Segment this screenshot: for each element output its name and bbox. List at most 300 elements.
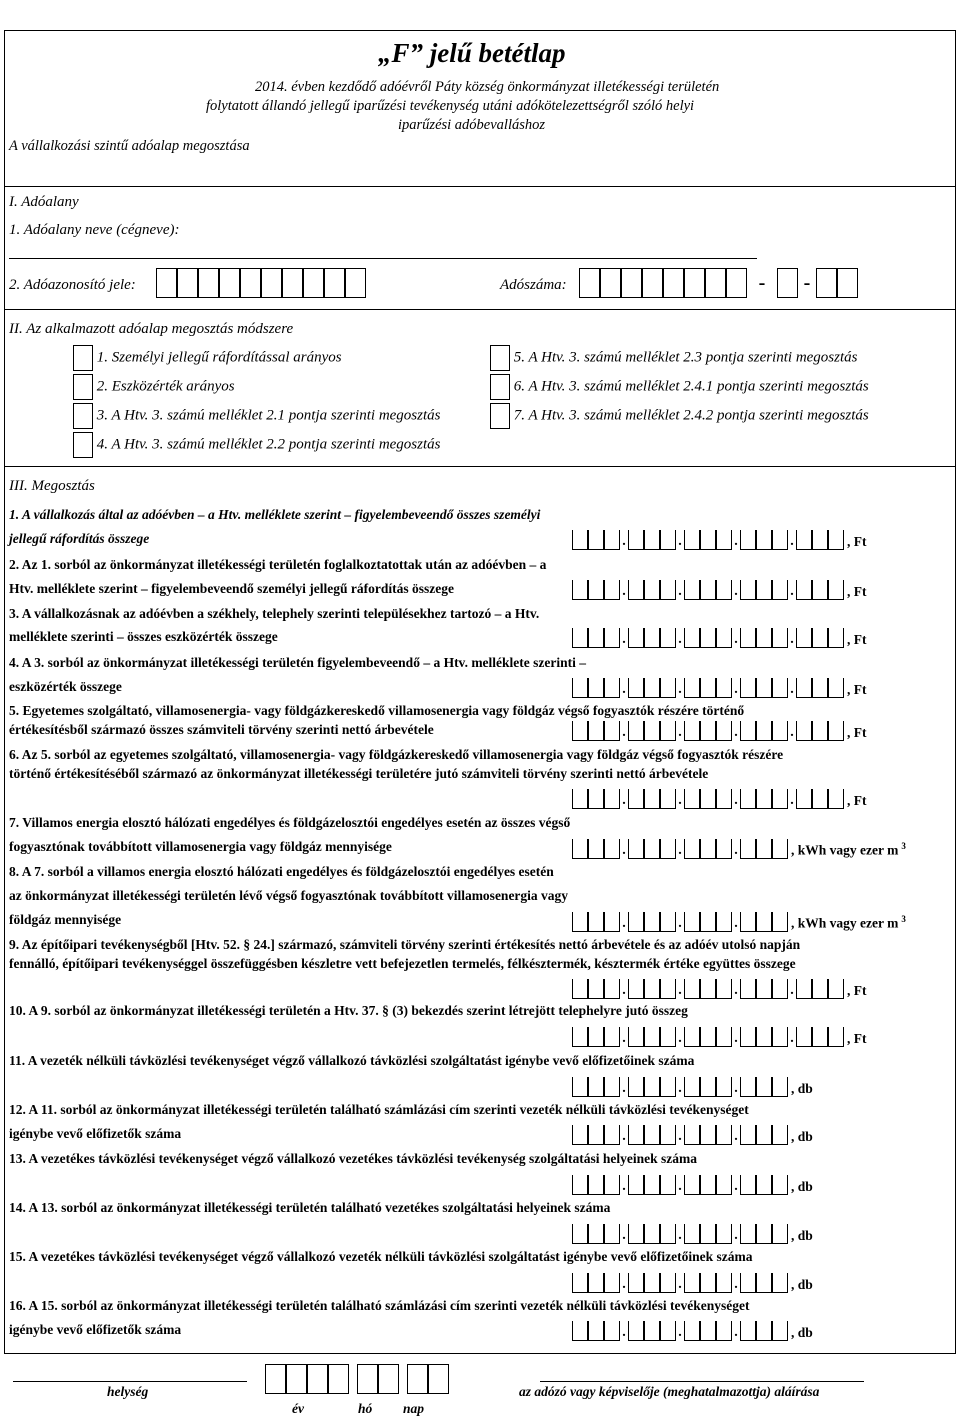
checkbox[interactable] xyxy=(73,374,93,400)
digit-cell[interactable] xyxy=(628,580,644,600)
digit-cell[interactable] xyxy=(660,839,676,859)
digit-cell[interactable] xyxy=(772,789,788,809)
digit-cell[interactable] xyxy=(628,1273,644,1293)
digit-cell[interactable] xyxy=(684,580,700,600)
row-3-amount[interactable] xyxy=(572,628,867,648)
digit-cell[interactable] xyxy=(700,1224,716,1244)
digit-cell[interactable] xyxy=(588,580,604,600)
digit-cell[interactable] xyxy=(604,1224,620,1244)
digit-cell[interactable] xyxy=(700,1077,716,1097)
digit-cell[interactable] xyxy=(828,721,844,741)
section3-heading: III. Megosztás xyxy=(9,478,95,494)
row-12-amount[interactable] xyxy=(572,1125,813,1145)
digit-cell[interactable] xyxy=(700,1027,716,1047)
digit-cell[interactable] xyxy=(628,721,644,741)
digit-cell[interactable] xyxy=(796,628,812,648)
separator-dot: . xyxy=(790,682,794,697)
digit-cell[interactable] xyxy=(588,530,604,550)
digit-cell[interactable] xyxy=(716,1027,732,1047)
digit-cell[interactable] xyxy=(588,678,604,698)
digit-cell[interactable] xyxy=(812,979,828,999)
digit-cell[interactable] xyxy=(660,1321,676,1341)
digit-cell[interactable] xyxy=(740,1321,756,1341)
digit-cell[interactable] xyxy=(572,1175,588,1195)
digit-cell[interactable] xyxy=(660,1273,676,1293)
digit-cell[interactable] xyxy=(756,1224,772,1244)
option-3[interactable]: 3. A Htv. 3. számú melléklet 2.1 pontja szerinti megosztás xyxy=(73,403,440,429)
digit-cell[interactable] xyxy=(604,721,620,741)
digit-cell[interactable] xyxy=(684,1027,700,1047)
taxid-label: 2. Adóazonosító jele: xyxy=(9,277,136,293)
digit-cell[interactable] xyxy=(660,580,676,600)
digit-cell[interactable] xyxy=(828,1027,844,1047)
digit-cell[interactable] xyxy=(812,678,828,698)
row-13-line: 13. A vezetékes távközlési tevékenységet végző vállalkozó vezetékes távközlési tevékenység szolgáltatási helyeinek száma xyxy=(9,1151,697,1166)
digit-cell[interactable] xyxy=(628,1125,644,1145)
row-7-line-b: fogyasztónak továbbított villamosenergia vagy földgáz mennyisége xyxy=(9,839,392,854)
row-16-amount[interactable] xyxy=(572,1321,813,1341)
digit-cell[interactable] xyxy=(684,1273,700,1293)
row-4-line-b: eszközérték összege xyxy=(9,679,122,694)
digit-cell[interactable] xyxy=(756,912,772,932)
digit-cell[interactable] xyxy=(716,580,732,600)
digit-cell[interactable] xyxy=(812,721,828,741)
digit-cell[interactable] xyxy=(828,530,844,550)
checkbox[interactable] xyxy=(490,374,510,400)
digit-cell[interactable] xyxy=(588,1077,604,1097)
digit-cell[interactable] xyxy=(756,628,772,648)
row-6-amount[interactable] xyxy=(572,789,867,809)
digit-cell[interactable] xyxy=(772,1175,788,1195)
digit-cell[interactable] xyxy=(684,839,700,859)
digit-cell[interactable] xyxy=(572,839,588,859)
digit-cell[interactable] xyxy=(684,628,700,648)
digit-cell[interactable] xyxy=(700,530,716,550)
digit-cell[interactable] xyxy=(604,1321,620,1341)
digit-cell[interactable] xyxy=(628,678,644,698)
digit-cell[interactable] xyxy=(772,628,788,648)
row-1-line-a: 1. A vállalkozás által az adóévben – a Htv. melléklete szerint – figyelembeveendő összes személyi xyxy=(9,507,541,522)
separator-dot: . xyxy=(678,793,682,808)
digit-cell[interactable] xyxy=(572,1077,588,1097)
digit-cell[interactable] xyxy=(628,628,644,648)
digit-cell[interactable] xyxy=(628,530,644,550)
digit-cell[interactable] xyxy=(660,789,676,809)
digit-cell[interactable] xyxy=(572,530,588,550)
unit-label: , Ft xyxy=(847,793,867,808)
row-1-line-b: jellegű ráfordítás összege xyxy=(9,531,150,546)
digit-cell[interactable] xyxy=(700,628,716,648)
digit-cell[interactable] xyxy=(684,1125,700,1145)
digit-cell[interactable] xyxy=(644,678,660,698)
row-15-amount[interactable] xyxy=(572,1273,813,1293)
digit-cell[interactable] xyxy=(740,1027,756,1047)
unit-label: , db xyxy=(791,1277,813,1292)
digit-cell[interactable] xyxy=(756,678,772,698)
digit-cell[interactable] xyxy=(740,1077,756,1097)
taxnum-label: Adószáma: xyxy=(500,277,567,293)
digit-cell[interactable] xyxy=(572,721,588,741)
digit-cell[interactable] xyxy=(828,628,844,648)
digit-cell[interactable] xyxy=(628,839,644,859)
digit-cell[interactable] xyxy=(772,1077,788,1097)
digit-cell[interactable] xyxy=(756,1077,772,1097)
digit-cell[interactable] xyxy=(700,580,716,600)
checkbox[interactable] xyxy=(490,403,510,429)
row-4-amount[interactable] xyxy=(572,678,867,698)
digit-cell[interactable] xyxy=(660,721,676,741)
digit-cell[interactable] xyxy=(772,721,788,741)
digit-cell[interactable] xyxy=(812,628,828,648)
date-input[interactable] xyxy=(265,1364,449,1394)
digit-cell[interactable] xyxy=(628,979,644,999)
digit-cell[interactable] xyxy=(660,979,676,999)
digit-cell[interactable] xyxy=(716,912,732,932)
digit-cell[interactable] xyxy=(660,1077,676,1097)
digit-cell[interactable] xyxy=(812,1027,828,1047)
separator-dot: . xyxy=(678,842,682,858)
separator-dot: . xyxy=(622,983,626,998)
digit-cell[interactable] xyxy=(828,678,844,698)
row-11-amount[interactable] xyxy=(572,1077,813,1097)
digit-cell[interactable] xyxy=(660,912,676,932)
digit-cell[interactable] xyxy=(812,789,828,809)
digit-cell[interactable] xyxy=(756,1321,772,1341)
digit-cell[interactable] xyxy=(588,1321,604,1341)
digit-cell[interactable] xyxy=(572,789,588,809)
separator-dot: . xyxy=(622,1129,626,1144)
unit-label: , Ft xyxy=(847,983,867,998)
unit-label: , Ft xyxy=(847,534,867,549)
digit-cell[interactable] xyxy=(796,530,812,550)
digit-cell[interactable] xyxy=(628,1321,644,1341)
digit-cell[interactable] xyxy=(660,530,676,550)
row-10-amount[interactable] xyxy=(572,1027,867,1047)
row-1-amount[interactable] xyxy=(572,530,867,550)
row-14-amount[interactable] xyxy=(572,1224,813,1244)
digit-cell[interactable] xyxy=(660,1027,676,1047)
digit-cell[interactable] xyxy=(756,1273,772,1293)
row-9-amount[interactable] xyxy=(572,979,867,999)
separator-dot: . xyxy=(734,915,738,931)
digit-cell[interactable] xyxy=(716,1125,732,1145)
digit-cell[interactable] xyxy=(772,912,788,932)
digit-cell[interactable] xyxy=(740,628,756,648)
digit-cell[interactable] xyxy=(588,1027,604,1047)
digit-cell[interactable] xyxy=(772,1224,788,1244)
option-2[interactable]: 2. Eszközérték arányos xyxy=(73,374,235,400)
digit-cell[interactable] xyxy=(644,1273,660,1293)
separator-dot: . xyxy=(678,1228,682,1243)
digit-cell[interactable] xyxy=(740,530,756,550)
taxid-input[interactable] xyxy=(156,268,366,298)
digit-cell[interactable] xyxy=(588,979,604,999)
digit-cell[interactable] xyxy=(812,580,828,600)
digit-cell[interactable] xyxy=(588,1175,604,1195)
digit-cell[interactable] xyxy=(572,979,588,999)
digit-cell[interactable] xyxy=(772,979,788,999)
digit-cell[interactable] xyxy=(628,912,644,932)
separator-dot: . xyxy=(790,632,794,647)
digit-cell[interactable] xyxy=(796,721,812,741)
row-4-line-a: 4. A 3. sorból az önkormányzat illetékességi területén figyelembeveendő – a Htv. melléklete szerinti – xyxy=(9,655,587,670)
digit-cell[interactable] xyxy=(684,789,700,809)
header-left-caption: A vállalkozási szintű adóalap megosztása xyxy=(9,138,250,154)
separator-dot: . xyxy=(622,1179,626,1194)
digit-cell[interactable] xyxy=(700,678,716,698)
digit-cell[interactable] xyxy=(740,1224,756,1244)
digit-cell[interactable] xyxy=(644,1027,660,1047)
signature-input-line[interactable] xyxy=(540,1381,864,1382)
place-input-line[interactable] xyxy=(13,1381,247,1382)
digit-cell[interactable] xyxy=(588,1224,604,1244)
row-12-line-a: 12. A 11. sorból az önkormányzat illetékességi területén található számlázási cím szerinti vezeték nélküli távközlési tevékenységet xyxy=(9,1102,749,1117)
row-2-line-a: 2. Az 1. sorból az önkormányzat illetékességi területén foglalkoztatottak után az adóévben – a xyxy=(9,557,547,572)
digit-cell[interactable] xyxy=(828,979,844,999)
digit-cell[interactable] xyxy=(772,580,788,600)
digit-cell[interactable] xyxy=(588,789,604,809)
digit-cell[interactable] xyxy=(588,1273,604,1293)
unit-label: , kWh vagy ezer m $^3$ xyxy=(791,841,906,858)
digit-cell[interactable] xyxy=(772,839,788,859)
digit-cell[interactable] xyxy=(700,912,716,932)
digit-cell[interactable] xyxy=(700,1273,716,1293)
row-2-amount[interactable] xyxy=(572,580,867,600)
digit-cell[interactable] xyxy=(660,1224,676,1244)
option-4[interactable]: 4. A Htv. 3. számú melléklet 2.2 pontja szerinti megosztás xyxy=(73,432,440,458)
digit-cell[interactable] xyxy=(604,1125,620,1145)
digit-cell[interactable] xyxy=(772,1321,788,1341)
digit-cell[interactable] xyxy=(572,678,588,698)
digit-cell[interactable] xyxy=(604,1027,620,1047)
digit-cell[interactable] xyxy=(660,1125,676,1145)
unit-label: , Ft xyxy=(847,584,867,599)
digit-cell[interactable] xyxy=(684,1224,700,1244)
digit-cell[interactable] xyxy=(644,789,660,809)
digit-cell[interactable] xyxy=(796,678,812,698)
digit-cell[interactable] xyxy=(684,912,700,932)
digit-cell[interactable] xyxy=(756,979,772,999)
digit-cell[interactable] xyxy=(628,1175,644,1195)
digit-cell[interactable] xyxy=(604,912,620,932)
digit-cell[interactable] xyxy=(644,1077,660,1097)
digit-cell[interactable] xyxy=(740,1125,756,1145)
digit-cell[interactable] xyxy=(716,789,732,809)
digit-cell[interactable] xyxy=(572,912,588,932)
digit-cell[interactable] xyxy=(716,678,732,698)
digit-cell[interactable] xyxy=(644,721,660,741)
option-7[interactable]: 7. A Htv. 3. számú melléklet 2.4.2 pontja szerinti megosztás xyxy=(490,403,869,429)
digit-cell[interactable] xyxy=(644,979,660,999)
digit-cell[interactable] xyxy=(644,1175,660,1195)
digit-cell[interactable] xyxy=(604,1175,620,1195)
taxnum-input[interactable]: - - xyxy=(579,268,858,298)
digit-cell[interactable] xyxy=(756,580,772,600)
digit-cell[interactable] xyxy=(604,678,620,698)
digit-cell[interactable] xyxy=(660,628,676,648)
digit-cell[interactable] xyxy=(828,580,844,600)
digit-cell[interactable] xyxy=(644,912,660,932)
row-3-line-a: 3. A vállalkozásnak az adóévben a székhely, telephely szerinti településekhez tartozó – a Htv. xyxy=(9,606,540,621)
digit-cell[interactable] xyxy=(772,1027,788,1047)
digit-cell[interactable] xyxy=(772,530,788,550)
row-5-line-b: értékesítésből származó összes számviteli törvény szerinti nettó árbevétele xyxy=(9,722,434,737)
digit-cell[interactable] xyxy=(740,678,756,698)
digit-cell[interactable] xyxy=(716,1224,732,1244)
digit-cell[interactable] xyxy=(572,1125,588,1145)
unit-label: , db xyxy=(791,1081,813,1096)
separator-dot: . xyxy=(678,632,682,647)
digit-cell[interactable] xyxy=(740,580,756,600)
digit-cell[interactable] xyxy=(628,1224,644,1244)
digit-cell[interactable] xyxy=(716,1273,732,1293)
separator-dot: . xyxy=(622,725,626,740)
digit-cell[interactable] xyxy=(756,789,772,809)
digit-cell[interactable] xyxy=(684,1175,700,1195)
digit-cell[interactable] xyxy=(644,580,660,600)
separator-dot: . xyxy=(678,1325,682,1340)
digit-cell[interactable] xyxy=(740,721,756,741)
digit-cell[interactable] xyxy=(700,1175,716,1195)
digit-cell[interactable] xyxy=(700,721,716,741)
digit-cell[interactable] xyxy=(604,979,620,999)
digit-cell[interactable] xyxy=(740,1273,756,1293)
digit-cell[interactable] xyxy=(740,789,756,809)
digit-cell[interactable] xyxy=(684,979,700,999)
digit-cell[interactable] xyxy=(684,530,700,550)
digit-cell[interactable] xyxy=(796,1027,812,1047)
separator-dot: . xyxy=(734,983,738,998)
digit-cell[interactable] xyxy=(716,530,732,550)
digit-cell[interactable] xyxy=(628,1077,644,1097)
digit-cell[interactable] xyxy=(796,580,812,600)
digit-cell[interactable] xyxy=(828,789,844,809)
digit-cell[interactable] xyxy=(716,628,732,648)
digit-cell[interactable] xyxy=(588,628,604,648)
option-1[interactable]: 1. Személyi jellegű ráfordítással arányos xyxy=(73,345,342,371)
row-5-line-a: 5. Egyetemes szolgáltató, villamosenergia- vagy földgázkereskedő villamosenergia vagy földgáz végső fogyasztók részére történő xyxy=(9,703,745,718)
digit-cell[interactable] xyxy=(572,1027,588,1047)
digit-cell[interactable] xyxy=(588,1125,604,1145)
digit-cell[interactable] xyxy=(660,1175,676,1195)
digit-cell[interactable] xyxy=(684,721,700,741)
digit-cell[interactable] xyxy=(756,839,772,859)
digit-cell[interactable] xyxy=(740,839,756,859)
digit-cell[interactable] xyxy=(644,839,660,859)
digit-cell[interactable] xyxy=(756,530,772,550)
digit-cell[interactable] xyxy=(684,1321,700,1341)
option-6[interactable]: 6. A Htv. 3. számú melléklet 2.4.1 pontja szerinti megosztás xyxy=(490,374,869,400)
digit-cell[interactable] xyxy=(684,678,700,698)
separator-dot: . xyxy=(622,534,626,549)
digit-cell[interactable] xyxy=(644,530,660,550)
digit-cell[interactable] xyxy=(628,789,644,809)
digit-cell[interactable] xyxy=(716,721,732,741)
checkbox[interactable] xyxy=(73,432,93,458)
separator-dot: . xyxy=(622,793,626,808)
digit-cell[interactable] xyxy=(604,530,620,550)
digit-cell[interactable] xyxy=(740,1175,756,1195)
digit-cell[interactable] xyxy=(772,1125,788,1145)
digit-cell[interactable] xyxy=(644,628,660,648)
unit-label: , kWh vagy ezer m $^3$ xyxy=(791,914,906,931)
digit-cell[interactable] xyxy=(740,912,756,932)
digit-cell[interactable] xyxy=(604,580,620,600)
digit-cell[interactable] xyxy=(812,530,828,550)
digit-cell[interactable] xyxy=(716,839,732,859)
row-8-amount[interactable] xyxy=(572,911,906,932)
digit-cell[interactable] xyxy=(700,839,716,859)
separator-dot: . xyxy=(678,1081,682,1096)
row-10-line: 10. A 9. sorból az önkormányzat illetékességi területén a Htv. 37. § (3) bekezdés szerint létrejött telephelyre jutó összeg xyxy=(9,1003,688,1018)
digit-cell[interactable] xyxy=(572,628,588,648)
digit-cell[interactable] xyxy=(660,678,676,698)
checkbox[interactable] xyxy=(73,403,93,429)
digit-cell[interactable] xyxy=(644,1125,660,1145)
separator-dot: . xyxy=(790,793,794,808)
digit-cell[interactable] xyxy=(716,1321,732,1341)
digit-cell[interactable] xyxy=(740,979,756,999)
digit-cell[interactable] xyxy=(756,1027,772,1047)
digit-cell[interactable] xyxy=(796,979,812,999)
digit-cell[interactable] xyxy=(772,1273,788,1293)
digit-cell[interactable] xyxy=(644,1321,660,1341)
row-13-amount[interactable] xyxy=(572,1175,813,1195)
digit-cell[interactable] xyxy=(604,628,620,648)
row-7-amount[interactable] xyxy=(572,838,906,859)
digit-cell[interactable] xyxy=(756,1125,772,1145)
row-7-line-a: 7. Villamos energia elosztó hálózati engedélyes és földgázelosztói engedélyes esetén az összes végső xyxy=(9,815,571,830)
separator-dot: . xyxy=(622,682,626,697)
digit-cell[interactable] xyxy=(684,1077,700,1097)
digit-cell[interactable] xyxy=(628,1027,644,1047)
separator-dot: . xyxy=(678,584,682,599)
digit-cell[interactable] xyxy=(644,1224,660,1244)
digit-cell[interactable] xyxy=(604,839,620,859)
digit-cell[interactable] xyxy=(700,1125,716,1145)
digit-cell[interactable] xyxy=(716,1175,732,1195)
digit-cell[interactable] xyxy=(716,979,732,999)
digit-cell[interactable] xyxy=(588,912,604,932)
digit-cell[interactable] xyxy=(756,721,772,741)
digit-cell[interactable] xyxy=(700,979,716,999)
digit-cell[interactable] xyxy=(700,789,716,809)
digit-cell[interactable] xyxy=(700,1321,716,1341)
digit-cell[interactable] xyxy=(772,678,788,698)
digit-cell[interactable] xyxy=(588,721,604,741)
row-15-line: 15. A vezetékes távközlési tevékenységet végző vállalkozó vezeték nélküli távközlési szolgáltatást igénybe vevő előfizetőinek száma xyxy=(9,1249,753,1264)
digit-cell[interactable] xyxy=(604,1077,620,1097)
digit-cell[interactable] xyxy=(572,580,588,600)
name-input-line[interactable] xyxy=(9,258,757,259)
digit-cell[interactable] xyxy=(572,1321,588,1341)
digit-cell[interactable] xyxy=(588,839,604,859)
row-5-amount[interactable] xyxy=(572,721,867,741)
option-5[interactable]: 5. A Htv. 3. számú melléklet 2.3 pontja szerinti megosztás xyxy=(490,345,857,371)
digit-cell[interactable] xyxy=(756,1175,772,1195)
digit-cell[interactable] xyxy=(572,1224,588,1244)
digit-cell[interactable] xyxy=(796,789,812,809)
separator-dot: . xyxy=(790,534,794,549)
digit-cell[interactable] xyxy=(604,789,620,809)
checkbox[interactable] xyxy=(73,345,93,371)
digit-cell[interactable] xyxy=(604,1273,620,1293)
digit-cell[interactable] xyxy=(572,1273,588,1293)
digit-cell[interactable] xyxy=(716,1077,732,1097)
separator-dot: . xyxy=(734,534,738,549)
checkbox[interactable] xyxy=(490,345,510,371)
separator-dot: . xyxy=(678,915,682,931)
